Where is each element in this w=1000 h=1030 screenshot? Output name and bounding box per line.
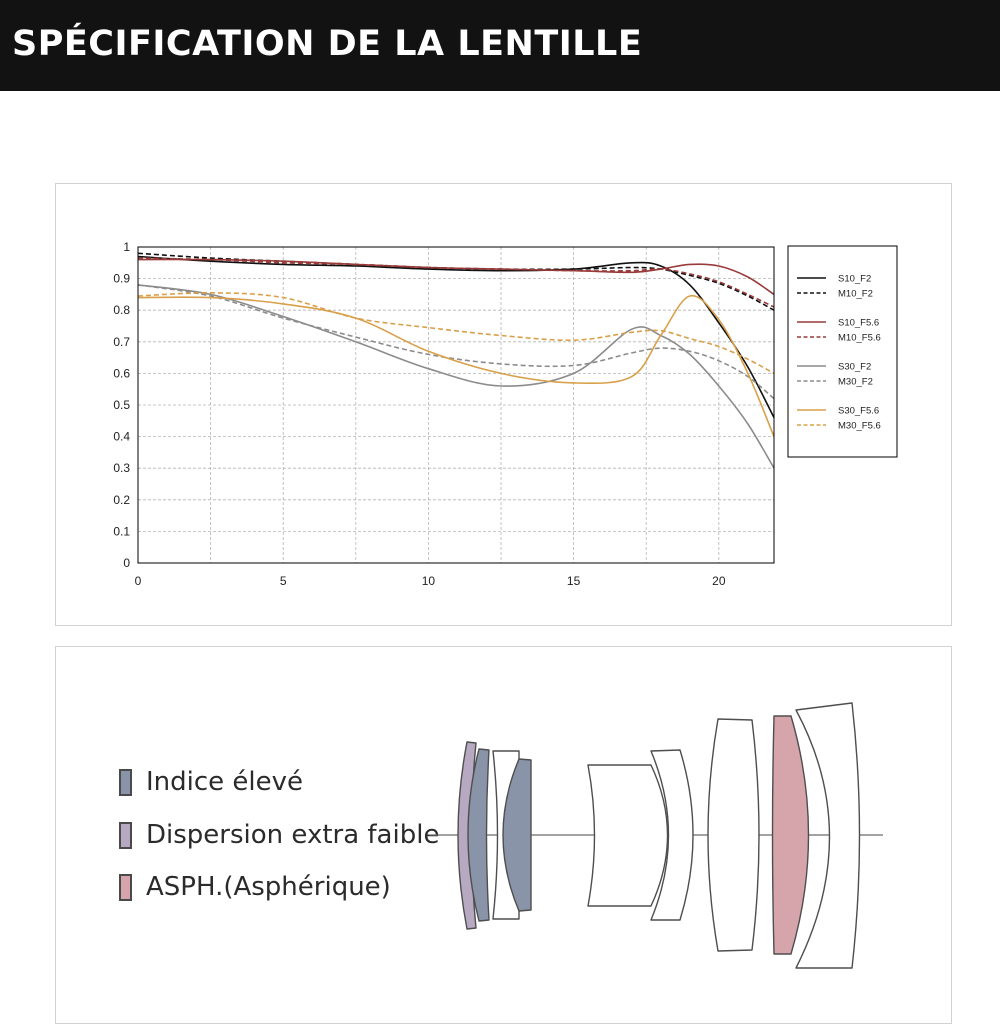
- lens-diagram-panel: [55, 646, 952, 1024]
- mtf-chart: [56, 184, 953, 627]
- x-tick-label: 20: [712, 574, 726, 588]
- legend-entry-label: S10_F5.6: [838, 317, 880, 329]
- legend-label-high-index: Indice élevé: [146, 767, 304, 797]
- y-tick-label: 0.8: [113, 303, 130, 318]
- x-tick-label: 5: [279, 574, 287, 588]
- y-tick-label: 0.6: [113, 366, 130, 381]
- legend-label-aspherical: ASPH.(Asphérique): [146, 872, 391, 902]
- legend-entry-label: S30_F5.6: [838, 405, 880, 417]
- y-tick-label: 0.5: [113, 398, 130, 412]
- y-tick-label: 1: [123, 240, 130, 254]
- legend-entry-label: M30_F2: [838, 376, 873, 388]
- lens-elements-diagram: [56, 647, 953, 1025]
- chart-series-lines: [138, 253, 774, 468]
- y-tick-label: 0.7: [113, 334, 130, 349]
- y-tick-label: 0.2: [113, 492, 130, 507]
- y-tick-label: 0.9: [113, 271, 130, 286]
- y-tick-label: 0.4: [113, 429, 130, 444]
- legend-entry-label: S30_F2: [838, 361, 872, 373]
- y-tick-label: 0: [123, 556, 130, 570]
- lens-element-5: [588, 765, 668, 906]
- x-tick-label: 0: [134, 574, 142, 588]
- x-tick-label: 10: [421, 574, 436, 588]
- chart-grid: [138, 247, 774, 563]
- legend-entry-label: M10_F2: [838, 288, 873, 300]
- series-line-s10-f2: [138, 257, 774, 418]
- x-tick-label: 15: [566, 574, 581, 588]
- legend-label-extra-low-dispersion: Dispersion extra faible: [146, 820, 440, 850]
- lens-element-7: [708, 719, 759, 951]
- series-line-s30-f2: [138, 285, 774, 468]
- page-title: SPÉCIFICATION DE LA LENTILLE: [12, 24, 643, 64]
- legend-entry-label: S10_F2: [838, 273, 872, 285]
- series-line-s10-f5-6: [138, 260, 774, 295]
- legend-entry-label: M10_F5.6: [838, 332, 881, 344]
- y-tick-label: 0.3: [113, 461, 130, 476]
- series-line-s30-f5-6: [138, 296, 774, 437]
- page-header: [0, 0, 1000, 91]
- y-tick-label: 0.1: [113, 524, 130, 539]
- chart-legend: [788, 246, 897, 457]
- legend-entry-label: M30_F5.6: [838, 420, 881, 432]
- mtf-chart-panel: [55, 183, 952, 626]
- lens-element-8-aspherical: [773, 716, 809, 954]
